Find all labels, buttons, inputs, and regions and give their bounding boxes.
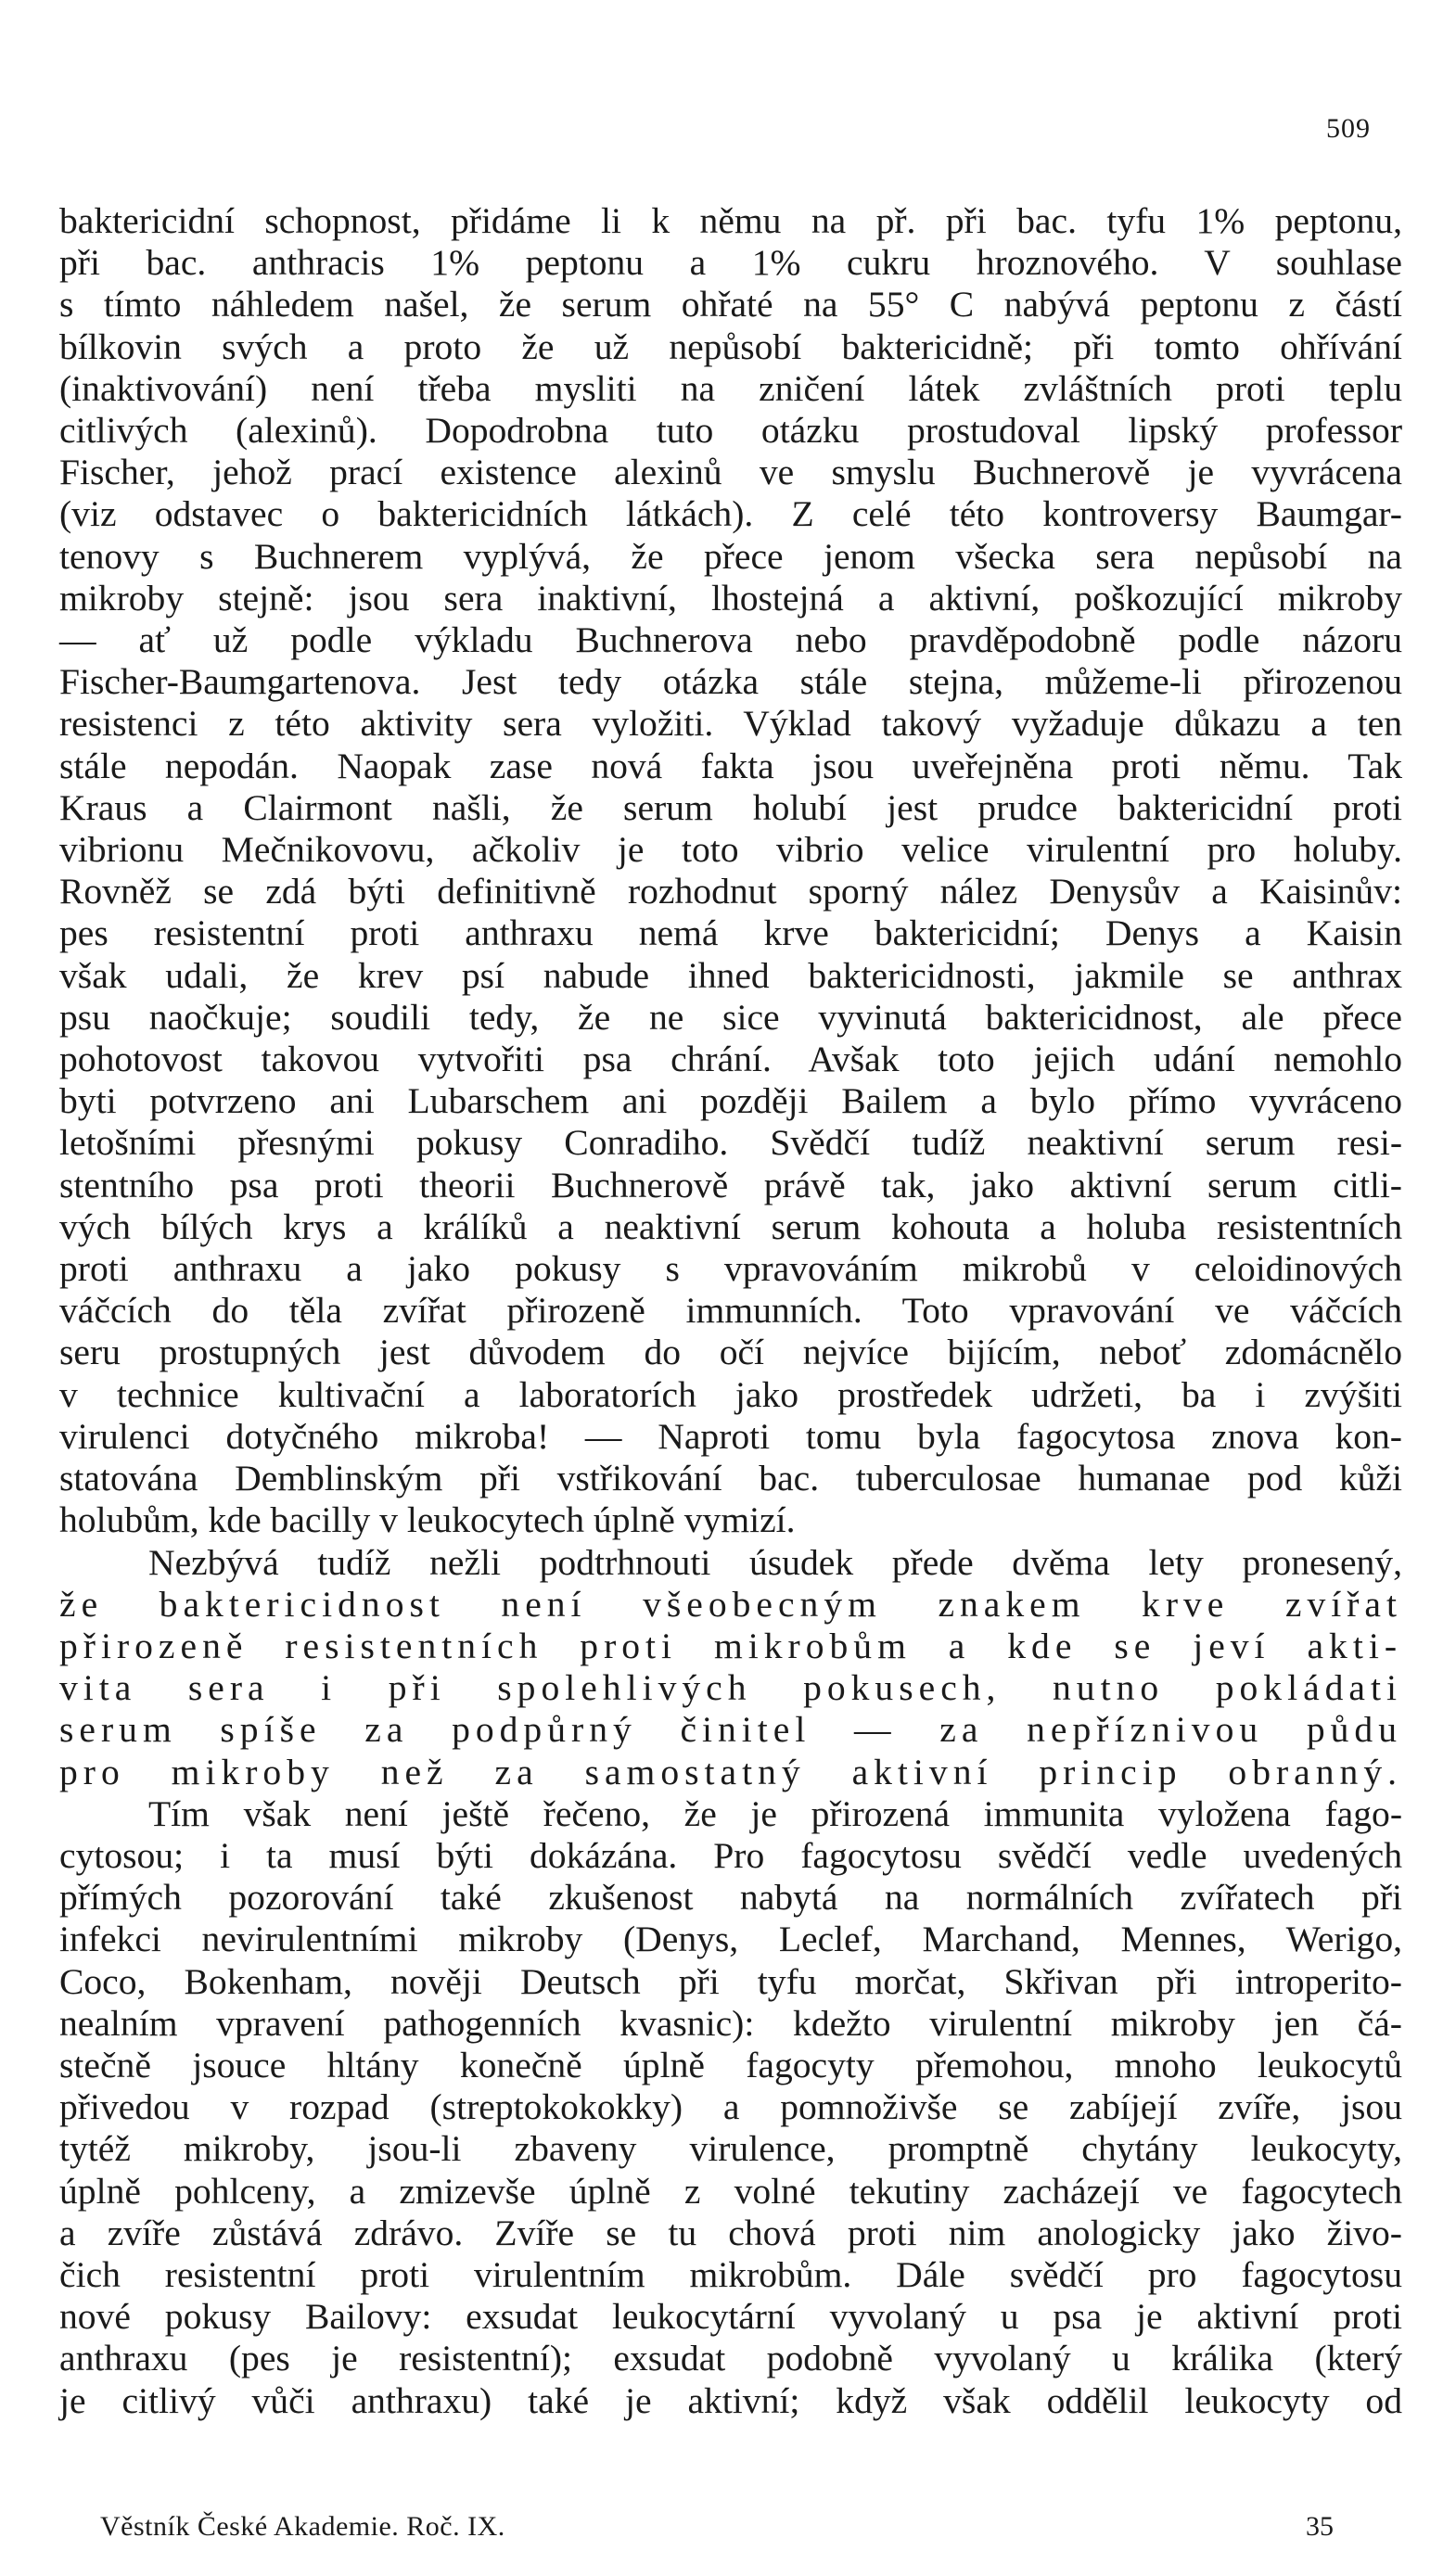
- text-line: statována Demblinským při vstřikování bac. tuberculosae humanae pod kůži: [59, 1458, 1402, 1499]
- text-line: tytéž mikroby, jsou-li zbaveny virulence, promptně chytány leukocyty,: [59, 2128, 1402, 2170]
- text-line: tenovy s Buchnerem vyplývá, že přece jenom všecka sera nepůsobí na: [59, 535, 1402, 577]
- body-text: [59, 200, 1402, 2422]
- text-line: seru prostupných jest důvodem do očí nejvíce bijícím, neboť zdomácnělo: [59, 1332, 1402, 1373]
- text-line: citlivých (alexinů). Dopodrobna tuto otázku prostudoval lipský professor: [59, 410, 1402, 452]
- text-line: baktericidní schopnost, přidáme li k němu na př. při bac. tyfu 1% peptonu,: [59, 200, 1402, 241]
- text-line: virulenci dotyčného mikroba! — Naproti tomu byla fagocytosa znova kon-: [59, 1415, 1402, 1457]
- paragraph-start-line: Nezbývá tudíž nežli podtrhnouti úsudek přede dvěma lety pronesený,: [148, 1541, 1402, 1583]
- text-line: vibrionu Mečnikovovu, ačkoliv je toto vibrio velice virulentní pro holuby.: [59, 829, 1402, 871]
- text-line: pes resistentní proti anthraxu nemá krve baktericidní; Denys a Kaisin: [59, 912, 1402, 954]
- text-line: však udali, že krev psí nabude ihned baktericidnosti, jakmile se anthrax: [59, 954, 1402, 996]
- text-line: s tímto náhledem našel, že serum ohřaté na 55° C nabývá peptonu z částí: [59, 284, 1402, 325]
- text-line: váčcích do těla zvířat přirozeně immunních. Toto vpravování ve váčcích: [59, 1290, 1402, 1332]
- text-line: a zvíře zůstává zdrávo. Zvíře se tu chová proti nim anologicky jako živo-: [59, 2212, 1402, 2253]
- text-line: v technice kultivační a laboratorích jako prostředek udržeti, ba i zvýšiti: [59, 1373, 1402, 1415]
- text-line: letošními přesnými pokusy Conradiho. Svědčí tudíž neaktivní serum resi-: [59, 1122, 1402, 1164]
- text-line: psu naočkuje; soudili tedy, že ne sice vyvinutá baktericidnost, ale přece: [59, 996, 1402, 1038]
- text-line: čich resistentní proti virulentním mikrobům. Dále svědčí pro fagocytosu: [59, 2253, 1402, 2295]
- text-line: Fischer-Baumgartenova. Jest tedy otázka stále stejna, můžeme-li přirozenou: [59, 661, 1402, 703]
- text-line: stentního psa proti theorii Buchnerově právě tak, jako aktivní serum citli-: [59, 1164, 1402, 1205]
- spaced-emphasis-line: vita sera i při spolehlivých pokusech, nutno pokládati: [59, 1667, 1402, 1709]
- text-line: nealním vpravení pathogenních kvasnic): kdežto virulentní mikroby jen čá-: [59, 2002, 1402, 2044]
- paragraph-end-line: holubům, kde bacilly v leukocytech úplně vymizí.: [59, 1499, 796, 1541]
- spaced-emphasis-line: přirozeně resistentních proti mikrobům a kde se jeví akti-: [59, 1625, 1402, 1666]
- text-line: bílkovin svých a proto že už nepůsobí baktericidně; při tomto ohřívání: [59, 325, 1402, 367]
- text-line: při bac. anthracis 1% peptonu a 1% cukru hroznového. V souhlase: [59, 242, 1402, 284]
- text-line: Fischer, jehož prací existence alexinů ve smyslu Buchnerově je vyvrácena: [59, 452, 1402, 493]
- text-line: nové pokusy Bailovy: exsudat leukocytární vyvolaný u psa je aktivní proti: [59, 2296, 1402, 2338]
- text-line: Rovněž se zdá býti definitivně rozhodnut sporný nález Denysův a Kaisinův:: [59, 871, 1402, 912]
- spaced-emphasis-line: serum spíše za podpůrný činitel — za nepříznivou půdu: [59, 1709, 1402, 1751]
- text-line: (inaktivování) není třeba mysliti na zničení látek zvláštních proti teplu: [59, 367, 1402, 409]
- text-line: úplně pohlceny, a zmizevše úplně z volné tekutiny zacházejí ve fagocytech: [59, 2170, 1402, 2212]
- paragraph-start-line: Tím však není ještě řečeno, že je přirozená immunita vyložena fago-: [148, 1792, 1402, 1834]
- text-line: Kraus a Clairmont našli, že serum holubí jest prudce baktericidní proti: [59, 786, 1402, 828]
- text-line: (viz odstavec o baktericidních látkách). Z celé této kontroversy Baumgar-: [59, 493, 1402, 535]
- journal-signature: Věstník České Akademie. Roč. IX.: [100, 2511, 505, 2542]
- page-footer: [100, 2511, 1334, 2548]
- text-line: mikroby stejně: jsou sera inaktivní, lhostejná a aktivní, poškozující mikroby: [59, 577, 1402, 618]
- page-number: 509: [1326, 113, 1371, 144]
- text-line: vých bílých krys a králíků a neaktivní serum kohouta a holuba resistentních: [59, 1205, 1402, 1247]
- text-line: proti anthraxu a jako pokusy s vpravováním mikrobů v celoidinových: [59, 1248, 1402, 1290]
- sheet-number: 35: [1306, 2511, 1334, 2542]
- text-line: — ať už podle výkladu Buchnerova nebo pravděpodobně podle názoru: [59, 619, 1402, 661]
- text-line: přímých pozorování také zkušenost nabytá na normálních zvířatech při: [59, 1877, 1402, 1919]
- text-line: anthraxu (pes je resistentní); exsudat podobně vyvolaný u králika (který: [59, 2338, 1402, 2379]
- text-line: cytosou; i ta musí býti dokázána. Pro fagocytosu svědčí vedle uvedených: [59, 1834, 1402, 1876]
- text-line: byti potvrzeno ani Lubarschem ani později Bailem a bylo přímo vyvráceno: [59, 1080, 1402, 1122]
- text-line: pohotovost takovou vytvořiti psa chrání. Avšak toto jejich udání nemohlo: [59, 1039, 1402, 1080]
- text-line: stále nepodán. Naopak zase nová fakta jsou uveřejněna proti němu. Tak: [59, 745, 1402, 786]
- text-line: infekci nevirulentními mikroby (Denys, Leclef, Marchand, Mennes, Werigo,: [59, 1919, 1402, 1960]
- spaced-emphasis-line: že baktericidnost není všeobecným znakem krve zvířat: [59, 1583, 1402, 1625]
- text-line: Coco, Bokenham, nověji Deutsch při tyfu morčat, Skřivan při introperito-: [59, 1960, 1402, 2002]
- text-line: je citlivý vůči anthraxu) také je aktivní; když však oddělil leukocyty od: [59, 2379, 1402, 2421]
- text-line: resistenci z této aktivity sera vyložiti. Výklad takový vyžaduje důkazu a ten: [59, 703, 1402, 745]
- text-line: přivedou v rozpad (streptokokokky) a pomnoživše se zabíjejí zvíře, jsou: [59, 2086, 1402, 2128]
- text-line: stečně jsouce hltány konečně úplně fagocyty přemohou, mnoho leukocytů: [59, 2044, 1402, 2085]
- spaced-emphasis-line: pro mikroby než za samostatný aktivní princip obranný.: [59, 1751, 1402, 1792]
